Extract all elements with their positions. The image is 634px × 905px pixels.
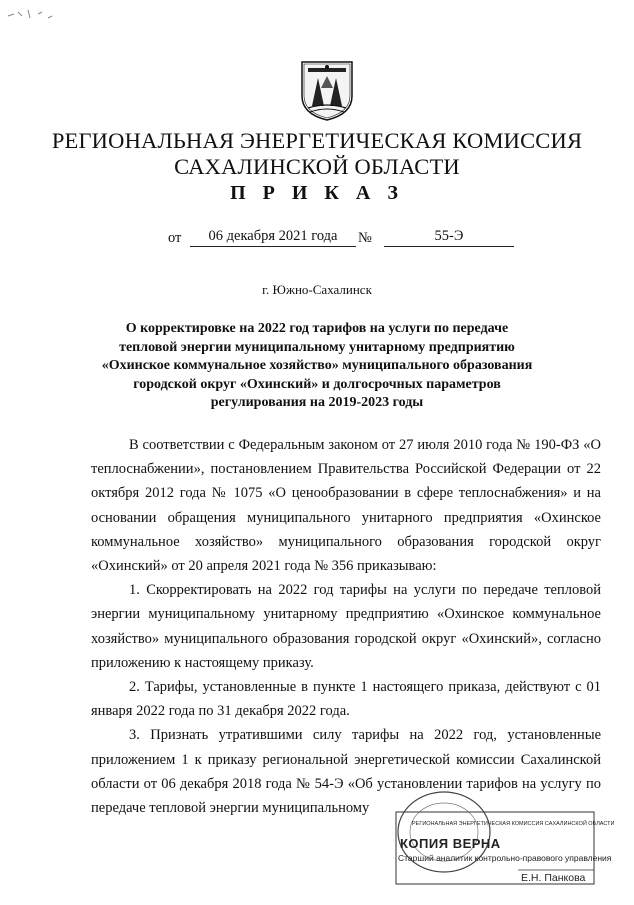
order-date-number bbox=[168, 228, 528, 250]
paragraph-2: 2. Тарифы, установленные в пункте 1 настоящего приказа, действуют с 01 января 2022 года по 31 декабря 2022 года. bbox=[91, 679, 601, 720]
order-title: П Р И К А З bbox=[230, 182, 404, 204]
stamp-position: Старший аналитик контрольно-правового управления bbox=[398, 853, 612, 863]
document-body bbox=[91, 433, 601, 820]
stamp-organization: РЕГИОНАЛЬНАЯ ЭНЕРГЕТИЧЕСКАЯ КОМИССИЯ САХАЛИНСКОЙ ОБЛАСТИ bbox=[412, 821, 615, 827]
agency-line-1: РЕГИОНАЛЬНАЯ ЭНЕРГЕТИЧЕСКАЯ КОМИССИЯ bbox=[51, 128, 583, 153]
agency-line-2: САХАЛИНСКОЙ ОБЛАСТИ bbox=[174, 154, 460, 179]
paragraph-1: 1. Скорректировать на 2022 год тарифы на услуги по передаче тепловой энергии муниципальному унитарному предприятию «Охинское коммунальное хозяйство» муниципального образования городской округ «Охинский», согласно приложению к настоящему приказу. bbox=[91, 582, 601, 671]
order-date: 06 декабря 2021 года bbox=[190, 228, 356, 247]
number-label: № bbox=[358, 230, 372, 246]
paragraph-preamble: В соответствии с Федеральным законом от 27 июля 2010 года № 190-ФЗ «О теплоснабжении», постановлением Правительства Российской Федерации от 22 октября 2012 года № 1075 «О ценообразовании в сфере теплоснабжения» и на основании обращения муниципального унитарного предприятия «Охинское коммунальное хозяйство» муниципального образования городской округ «Охинский» от 20 апреля 2021 года № 356 приказываю: bbox=[91, 437, 601, 575]
document-subject: О корректировке на 2022 год тарифов на услуги по передаче тепловой энергии муниципальному унитарному предприятию «Охинское коммунальное хозяйство» муниципального образования городской округ «Охинский» и долгосрочных параметров регулирования на 2019-2023 годы bbox=[101, 321, 533, 410]
scan-mark-icon bbox=[4, 4, 64, 44]
city: г. Южно-Сахалинск bbox=[262, 282, 372, 297]
from-label: от bbox=[168, 230, 182, 246]
order-number: 55-Э bbox=[384, 228, 514, 247]
stamp-title: КОПИЯ ВЕРНА bbox=[400, 836, 501, 851]
paragraph-3: 3. Признать утратившими силу тарифы на 2022 год, установленные приложением 1 к приказу региональной энергетической комиссии Сахалинской области от 06 декабря 2018 года № 54-Э «Об установлении тарифов на услугу по передаче тепловой энергии муниципальному bbox=[91, 727, 601, 817]
sakhalin-coat-of-arms-icon bbox=[298, 56, 356, 122]
agency-name bbox=[0, 128, 634, 180]
stamp-signer-name: Е.Н. Панкова bbox=[521, 872, 586, 884]
